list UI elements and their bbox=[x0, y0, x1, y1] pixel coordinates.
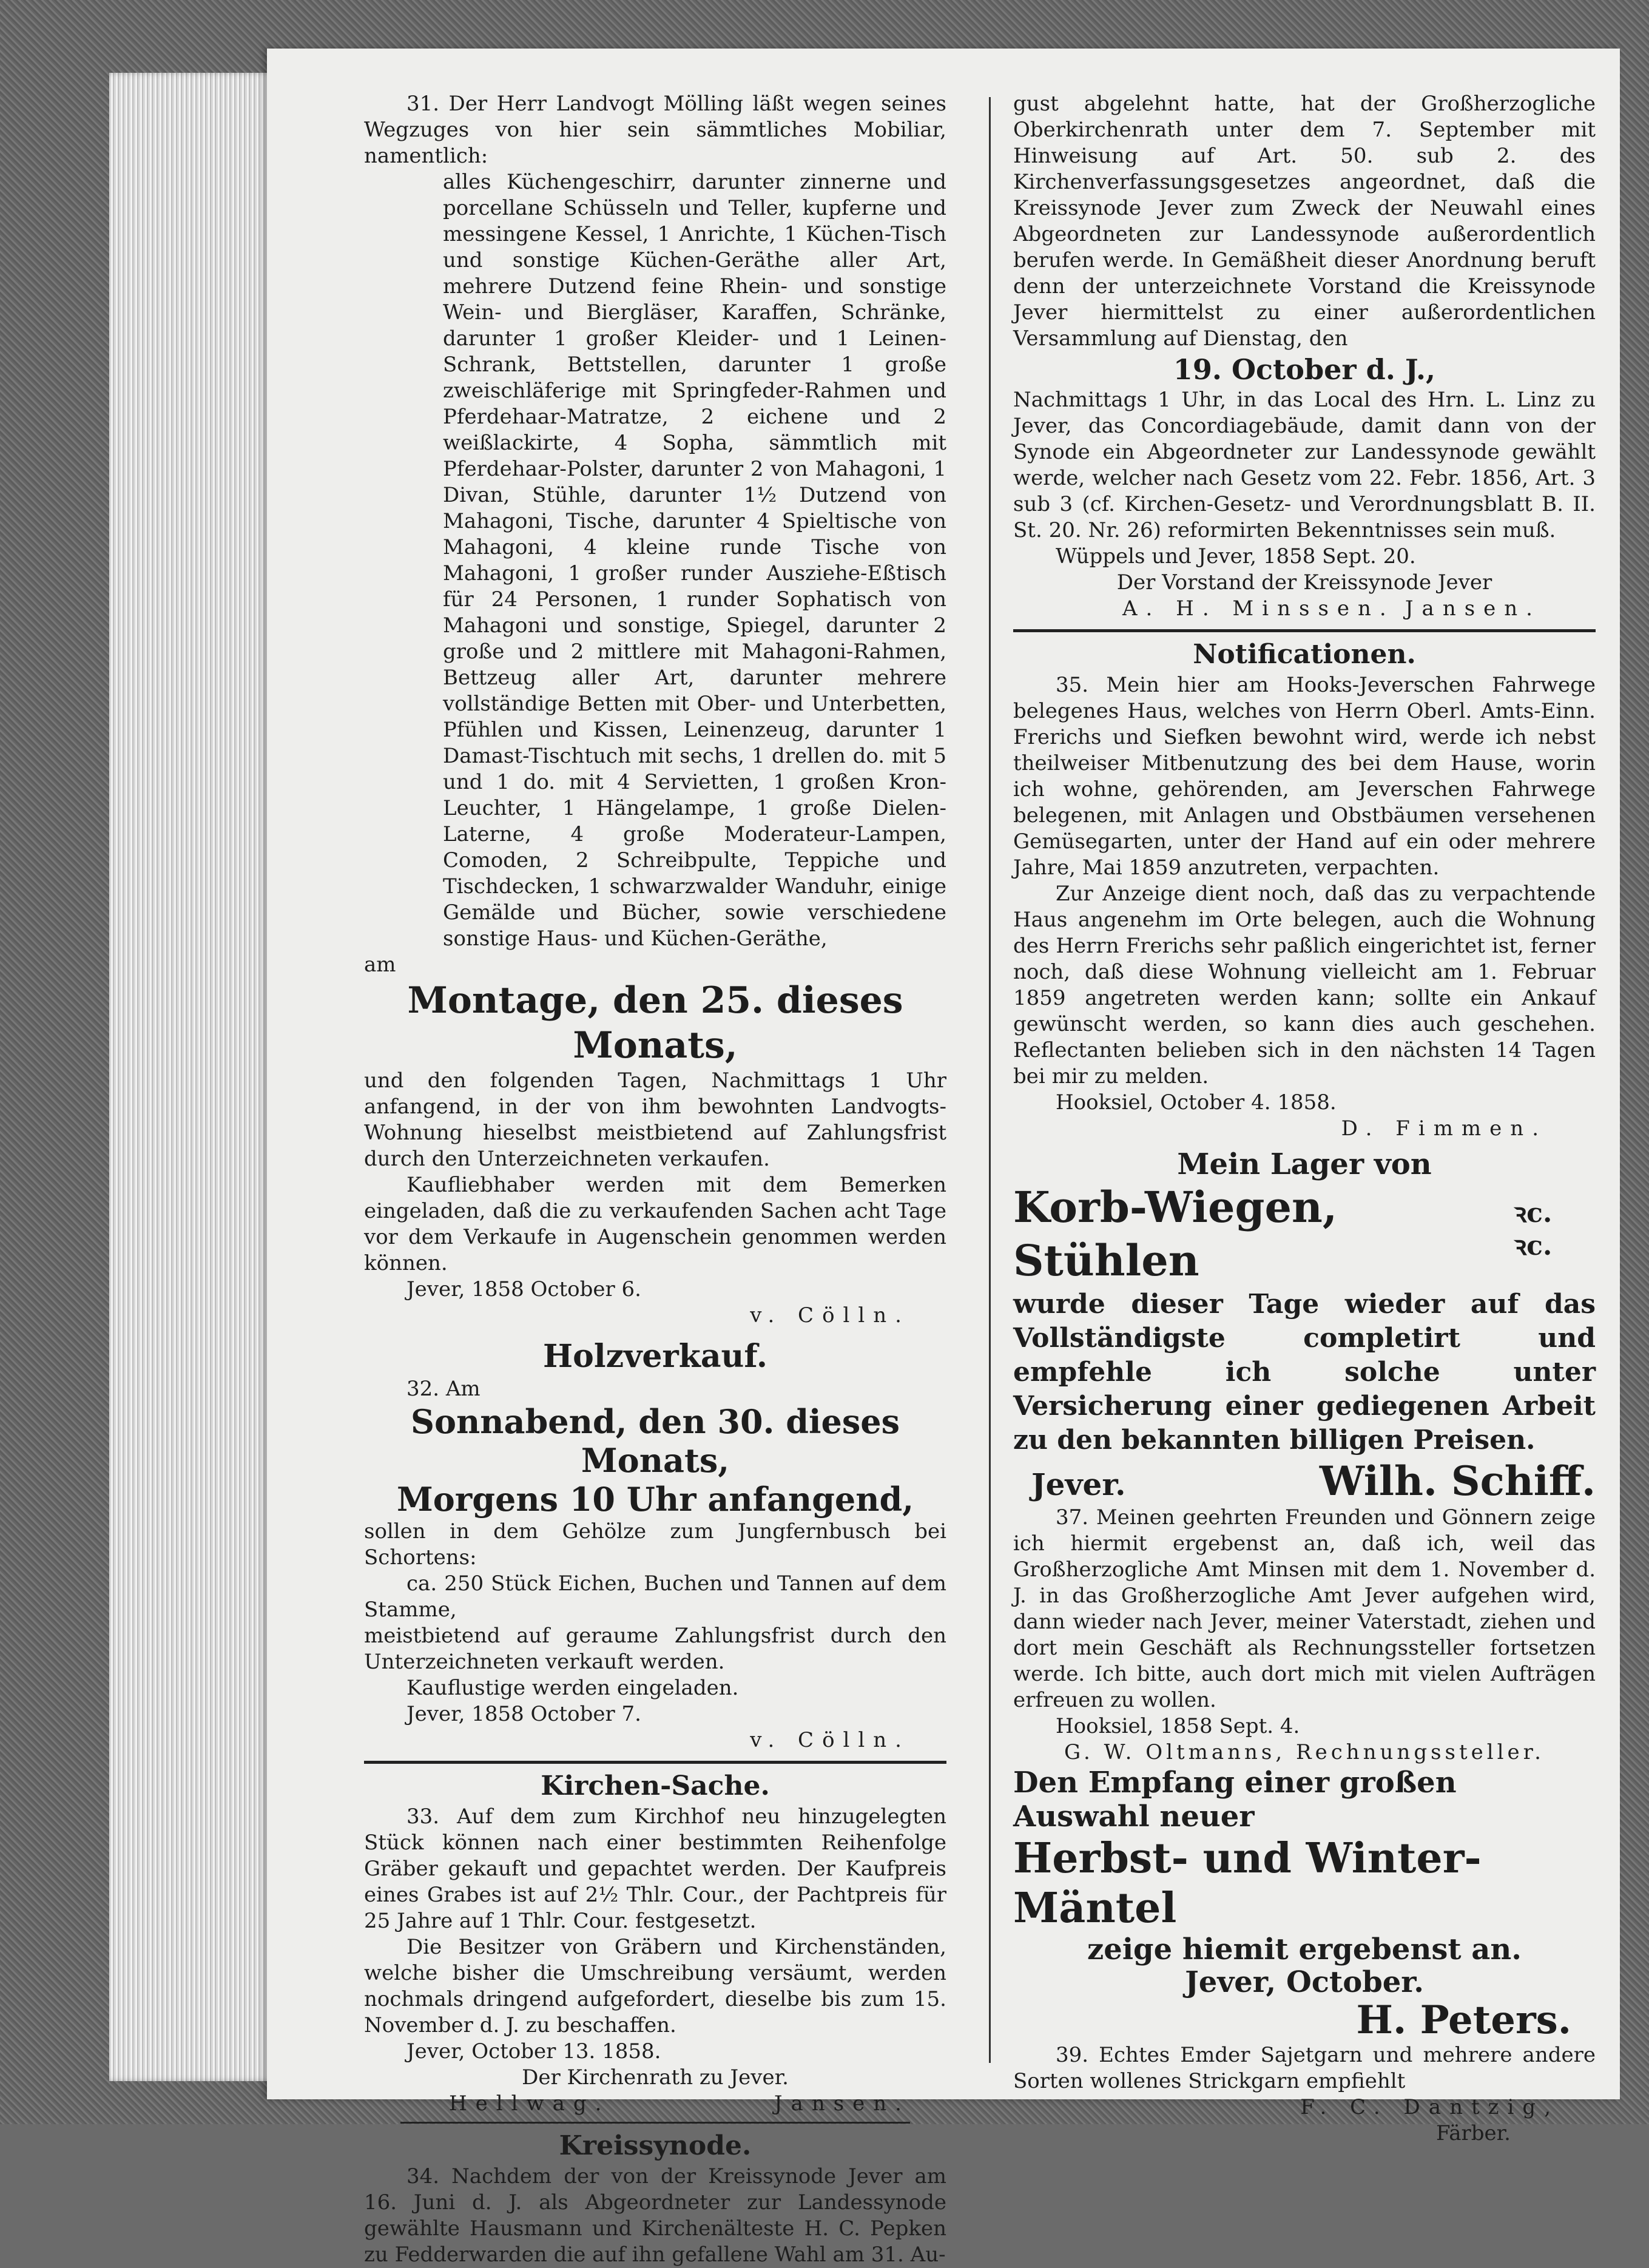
notice-31-text: und den folgenden Tagen, Nachmittags 1 Uhr anfangend, in der von ihm bewohnten Landvogts-Wohnung hieselbst meistbietend auf Zahlungsfrist durch den Unterzeichneten verkaufen. bbox=[364, 1068, 946, 1171]
notice-32-place: Jever, 1858 October 7. bbox=[406, 1702, 641, 1726]
notice-31-signature: v. Cölln. bbox=[750, 1303, 910, 1328]
notice-32-item: ca. 250 Stück Eichen, Buchen und Tannen auf dem Stamme, bbox=[364, 1571, 946, 1622]
notice-34-place: Wüppels und Jever, 1858 Sept. 20. bbox=[1056, 544, 1416, 569]
notice-32-text3: Kauflustige werden eingeladen. bbox=[406, 1676, 739, 1700]
notice-39-signature: F. C. Dantzig, bbox=[1300, 2095, 1559, 2119]
notice-32-signature: v. Cölln. bbox=[750, 1728, 910, 1752]
notice-34-continued: gust abgelehnt hatte, hat der Großherzogliche Oberkirchenrath unter dem 7. September mit Hinweisung auf Art. 50. sub 2. des Kirchenverfassungsgesetzes angeordnet, daß die Kreissynode Jever zum Zweck der Neuwahl eines Abgeordneten zur Landessynode außerordentlich berufen werde. In Gemäßheit dieser Anordnung beruft denn der unterzeichnete Vorstand die Kreissynode Jever hiermittelst zu einer außerordentlichen Versammlung auf Dienstag, den bbox=[1013, 92, 1596, 351]
notice-34-signature-1: Der Vorstand der Kreissynode Jever bbox=[1116, 570, 1492, 595]
right-column bbox=[1013, 91, 1596, 2147]
notice-33-signature-2 bbox=[364, 2091, 946, 2117]
notice-31-intro: 31. Der Herr Landvogt Mölling läßt wegen seines Wegzuges von hier sein sämmtliches Mobiliar, namentlich: bbox=[364, 92, 946, 168]
notice-34-text: 34. Nachdem der von der Kreissynode Jever am 16. Juni d. J. als Abgeordneter zur Landessynode gewählte Hausmann und Kirchenälteste H. C. Pepken zu Fedderwarden die auf ihn gefallene Wahl am 31. Au- bbox=[364, 2164, 946, 2267]
notice-33-place: Jever, October 13. 1858. bbox=[406, 2039, 661, 2064]
notice-32-date: Sonnabend, den 30. dieses Monats, bbox=[411, 1402, 900, 1480]
notice-33-signature-1: Der Kirchenrath zu Jever. bbox=[522, 2065, 789, 2090]
signature-jansen: Jansen. bbox=[1405, 596, 1541, 621]
notice-31-place: Jever, 1858 October 6. bbox=[406, 1277, 641, 1301]
notice-32-text: sollen in dem Gehölze zum Jungfernbusch bei Schortens: bbox=[364, 1519, 946, 1570]
ad-36-town: Jever. bbox=[1031, 1466, 1126, 1502]
kirchen-sache-heading: Kirchen-Sache. bbox=[541, 1770, 770, 1801]
notice-32-number: 32. Am bbox=[406, 1377, 481, 1401]
ad-36-name: Wilh. Schiff. bbox=[1319, 1457, 1596, 1505]
ad-36-line-2 bbox=[1013, 1181, 1596, 1288]
notice-37-place: Hooksiel, 1858 Sept. 4. bbox=[1056, 1714, 1300, 1738]
notice-31-text2: Kaufliebhaber werden mit dem Bemerken eingeladen, daß die zu verkaufenden Sachen acht Tage vor dem Verkaufe in Augenschein genommen werden können. bbox=[364, 1173, 946, 1275]
section-rule bbox=[1013, 629, 1596, 632]
signature-hellwag: Hellwag. bbox=[449, 2091, 610, 2116]
notice-35-text: 35. Mein hier am Hooks-Jeverschen Fahrwege belegenes Haus, welches von Herrn Oberl. Amts-Einn. Frerichs und Siefken bewohnt wird, werde ich nebst theilweiser Mitbenutzung des bei dem Hause, worin ich wohne, gehörenden, am Jeverschen Fahrwege belegenen, mit Anlagen und Obstbäumen versehenen Gemüsegarten, unter der Hand auf ein oder mehrere Jahre, Mai 1859 anzutreten, verpachten. bbox=[1013, 673, 1596, 880]
notificationen-heading: Notificationen. bbox=[1193, 639, 1416, 670]
notice-32-time: Morgens 10 Uhr anfangend, bbox=[396, 1480, 914, 1519]
section-rule bbox=[364, 1761, 946, 1764]
newspaper-page bbox=[267, 49, 1620, 2267]
holzverkauf-heading: Holzverkauf. bbox=[543, 1338, 767, 1375]
ad-38-line-3: zeige hiemit ergebenst an. bbox=[1087, 1932, 1522, 1966]
notice-33-text: 33. Auf dem zum Kirchhof neu hinzugelegten Stück können nach einer bestimmten Reihenfolge Gräber gekauft und gepachtet werden. Der Kaufpreis eines Grabes ist auf 2½ Thlr. Cour., der Pachtpreis für 25 Jahre auf 1 Thlr. Cour. festgesetzt. bbox=[364, 1804, 946, 1933]
notice-32-text2: meistbietend auf geraume Zahlungsfrist durch den Unterzeichneten verkauft werden. bbox=[364, 1624, 946, 1674]
ad-36-text: wurde dieser Tage wieder auf das Vollständigste completirt und empfehle ich solche unter Versicherung einer gediegenen Arbeit zu den bekannten billigen Preisen. bbox=[1013, 1289, 1596, 1456]
notice-37-signature: G. W. Oltmanns, Rechnungssteller. bbox=[1064, 1740, 1545, 1764]
notice-37-text: 37. Meinen geehrten Freunden und Gönnern zeige ich hiermit ergebenst an, daß ich, weil das Großherzogliche Amt Minsen mit dem 1. November d. J. in das Großherzogliche Amt Jever aufgehen wird, dann wieder nach Jever, meiner Vaterstadt, ziehen und dort mein Geschäft als Rechnungssteller fortsetzen werde. Ich bitte, auch dort mich mit vielen Aufträgen erfreuen zu wollen. bbox=[1013, 1505, 1596, 1712]
kreissynode-heading: Kreissynode. bbox=[559, 2130, 752, 2161]
notice-35-signature: D. Fimmen. bbox=[1341, 1116, 1547, 1141]
signature-jansen: Jansen. bbox=[774, 2091, 910, 2116]
column-divider bbox=[989, 97, 991, 2063]
notice-33-text2: Die Besitzer von Gräbern und Kirchenständen, welche bisher die Umschreibung versäumt, werden nochmals dringend aufgefordert, dieselbe bis zum 15. November d. J. zu beschaffen. bbox=[364, 1935, 946, 2037]
notice-39-role: Färber. bbox=[1435, 2121, 1511, 2145]
notice-34-signature-2 bbox=[1013, 596, 1596, 622]
ad-38-line-2: Herbst- und Winter-Mäntel bbox=[1013, 1834, 1482, 1932]
signature-minssen: A. H. Minssen. bbox=[1122, 596, 1395, 621]
notice-39-text: 39. Echtes Emder Sajetgarn und mehrere andere Sorten wollenes Strickgarn empfiehlt bbox=[1013, 2043, 1596, 2093]
notice-35-text2: Zur Anzeige dient noch, daß das zu verpachtende Haus angenehm im Orte belegen, auch die Wohnung des Herrn Frerichs sehr paßlich eingerichtet ist, ferner noch, daß diese Wohnung vielleicht am 1. Februar 1859 angetreten werden kann; sollte ein Ankauf gewünscht werden, so kann dies auch geschehen. Reflectanten belieben sich in den nächsten 14 Tagen bei mir zu melden. bbox=[1013, 882, 1596, 1088]
notice-34-date: 19. October d. J., bbox=[1173, 353, 1436, 386]
ad-36-etc: ꝛc. ꝛc. bbox=[1514, 1198, 1553, 1261]
ad-38-line-1: Den Empfang einer großen Auswahl neuer bbox=[1013, 1766, 1457, 1834]
book-page-edges bbox=[109, 73, 285, 2081]
ad-36-signature bbox=[1013, 1457, 1596, 1505]
section-rule bbox=[400, 2122, 910, 2124]
ad-38-name: H. Peters. bbox=[1356, 1997, 1571, 2043]
notice-35-place: Hooksiel, October 4. 1858. bbox=[1056, 1090, 1337, 1115]
notice-31-date: Montage, den 25. dieses Monats, bbox=[407, 979, 903, 1067]
left-column bbox=[364, 91, 946, 2268]
ad-36-korb-wiegen: Korb-Wiegen, Stühlen bbox=[1013, 1182, 1338, 1286]
ad-38-line-4: Jever, October. bbox=[1185, 1965, 1424, 1999]
ad-36-line-1: Mein Lager von bbox=[1177, 1147, 1432, 1181]
notice-31-inventory: alles Küchengeschirr, darunter zinnerne und porcellane Schüsseln und Teller, kupferne und messingene Kessel, 1 Anrichte, 1 Küchen-Tisch und sonstige Küchen-Geräthe aller Art, mehrere Dutzend feine Rhein- und sonstige Wein- und Biergläser, Karaffen, Schränke, darunter 1 großer Kleider- und 1 Leinen-Schrank, Bettstellen, darunter 1 große zweischläferige mit Springfeder-Rahmen und Pferdehaar-Matratze, 2 eichene und 2 weißlackirte, 4 Sopha, sämmtlich mit Pferdehaar-Polster, darunter 2 von Mahagoni, 1 Divan, Stühle, darunter 1½ Dutzend von Mahagoni, Tische, darunter 4 Spieltische von Mahagoni, 4 kleine runde Tische von Mahagoni, 1 großer runder Ausziehe-Eßtisch für 24 Personen, 1 runder Sophatisch von Mahagoni und sonstige, Spiegel, darunter 2 große und 2 mittlere mit Mahagoni-Rahmen, Bettzeug aller Art, darunter mehrere vollständige Betten mit Ober- und Unterbetten, Pfühlen und Kissen, Leinenzeug, darunter 1 Damast-Tischtuch mit sechs, 1 drellen do. mit 5 und 1 do. mit 4 Servietten, 1 großen Kron-Leuchter, 1 Hängelampe, 1 große Dielen-Laterne, 4 große Moderateur-Lampen, Comoden, 2 Schreibpulte, Teppiche und Tischdecken, 1 schwarzwalder Wanduhr, einige Gemälde und Bücher, sowie verschiedene sonstige Haus- und Küchen-Geräthe, bbox=[443, 170, 946, 951]
notice-34-text2: Nachmittags 1 Uhr, in das Local des Hrn. L. Linz zu Jever, das Concordiagebäude, damit dann von der Synode ein Abgeordneter zur Landessynode gewählt werde, welcher nach Gesetz vom 22. Febr. 1856, Art. 3 sub 3 (cf. Kirchen-Gesetz- und Verordnungsblatt B. II. St. 20. Nr. 26) reformirten Bekenntnisses sein muß. bbox=[1013, 388, 1596, 542]
notice-31-am: am bbox=[364, 953, 396, 977]
